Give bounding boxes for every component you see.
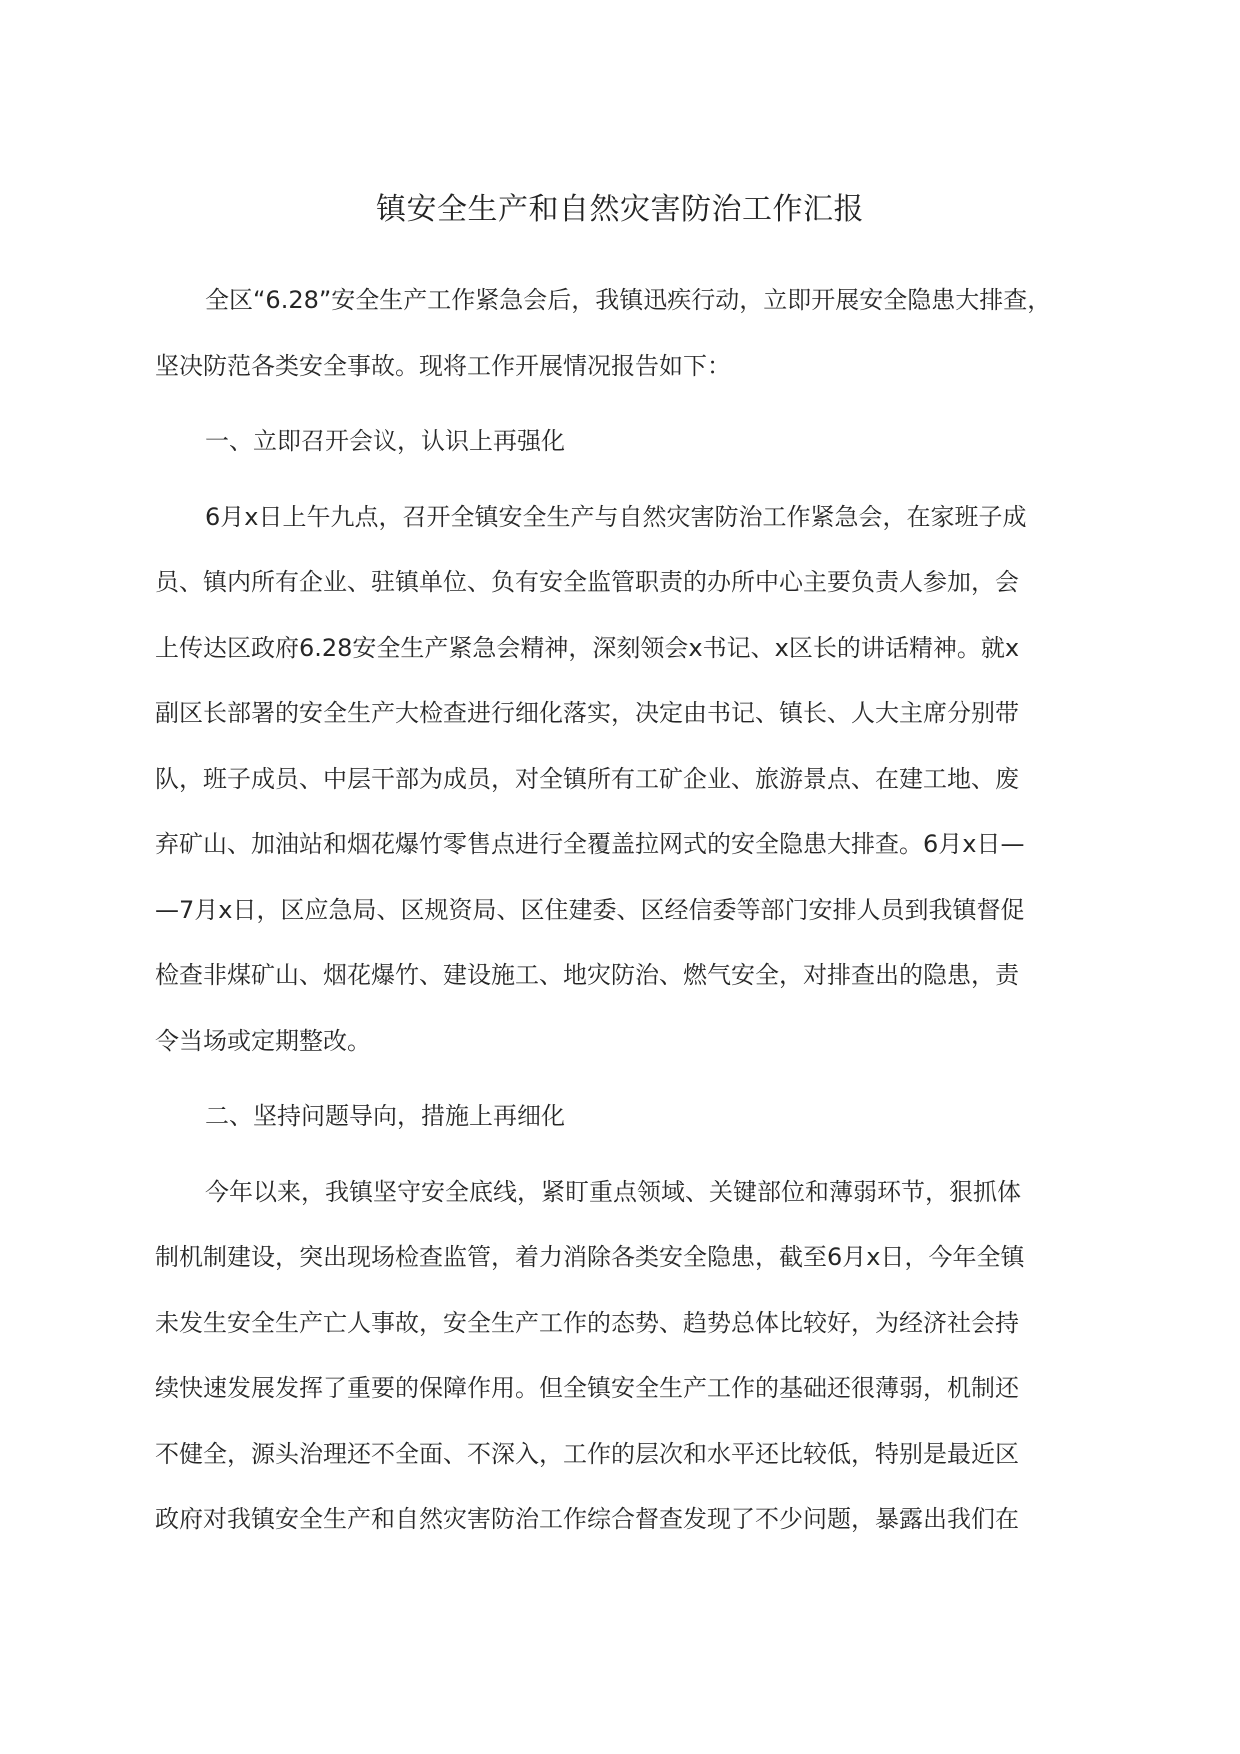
paragraph-section-2 xyxy=(155,1160,1085,1553)
text-line: 未发生安全生产亡人事故，安全生产工作的态势、趋势总体比较好，为经济社会持 xyxy=(155,1308,1019,1337)
text-line: 制机制建设，突出现场检查监管，着力消除各类安全隐患，截至6月x日，今年全镇 xyxy=(155,1243,1025,1271)
text-line: —7月x日，区应急局、区规资局、区住建委、区经信委等部门安排人员到我镇督促 xyxy=(155,895,1025,924)
heading-line: 一、立即召开会议，认识上再强化 xyxy=(205,427,565,455)
section-heading-2 xyxy=(155,1084,1085,1150)
text-line: 今年以来，我镇坚守安全底线，紧盯重点领域、关键部位和薄弱环节，狠抓体 xyxy=(205,1177,1021,1206)
text-line: 令当场或定期整改。 xyxy=(155,1026,371,1055)
heading-line: 二、坚持问题导向，措施上再细化 xyxy=(205,1102,565,1130)
text-line: 员、镇内所有企业、驻镇单位、负有安全监管职责的办所中心主要负责人参加，会 xyxy=(155,568,1019,596)
document-title: 镇安全生产和自然灾害防治工作汇报 xyxy=(376,192,864,227)
text-line: 副区长部署的安全生产大检查进行细化落实，决定由书记、镇长、人大主席分别带 xyxy=(155,699,1019,727)
document-body xyxy=(155,268,1085,1563)
text-line: 不健全，源头治理还不全面、不深入，工作的层次和水平还比较低，特别是最近区 xyxy=(155,1439,1019,1468)
text-line: 6月x日上午九点，召开全镇安全生产与自然灾害防治工作紧急会，在家班子成 xyxy=(205,502,1027,531)
text-line: 弃矿山、加油站和烟花爆竹零售点进行全覆盖拉网式的安全隐患大排查。6月x日— xyxy=(155,830,1025,858)
section-heading-1 xyxy=(155,409,1085,475)
text-line: 队，班子成员、中层干部为成员，对全镇所有工矿企业、旅游景点、在建工地、废 xyxy=(155,764,1019,793)
text-line: 坚决防范各类安全事故。现将工作开展情况报告如下： xyxy=(155,351,731,380)
text-line: 全区“6.28”安全生产工作紧急会后，我镇迅疾行动，立即开展安全隐患大排查， xyxy=(205,286,1052,314)
paragraph-intro xyxy=(155,268,1085,399)
text-line: 检查非煤矿山、烟花爆竹、建设施工、地灾防治、燃气安全，对排查出的隐患，责 xyxy=(155,961,1019,989)
text-line: 续快速发展发挥了重要的保障作用。但全镇安全生产工作的基础还很薄弱，机制还 xyxy=(155,1374,1019,1402)
text-line: 上传达区政府6.28安全生产紧急会精神，深刻领会x书记、x区长的讲话精神。就x xyxy=(155,633,1020,662)
text-line: 政府对我镇安全生产和自然灾害防治工作综合督查发现了不少问题，暴露出我们在 xyxy=(155,1505,1019,1533)
paragraph-section-1 xyxy=(155,485,1085,1075)
